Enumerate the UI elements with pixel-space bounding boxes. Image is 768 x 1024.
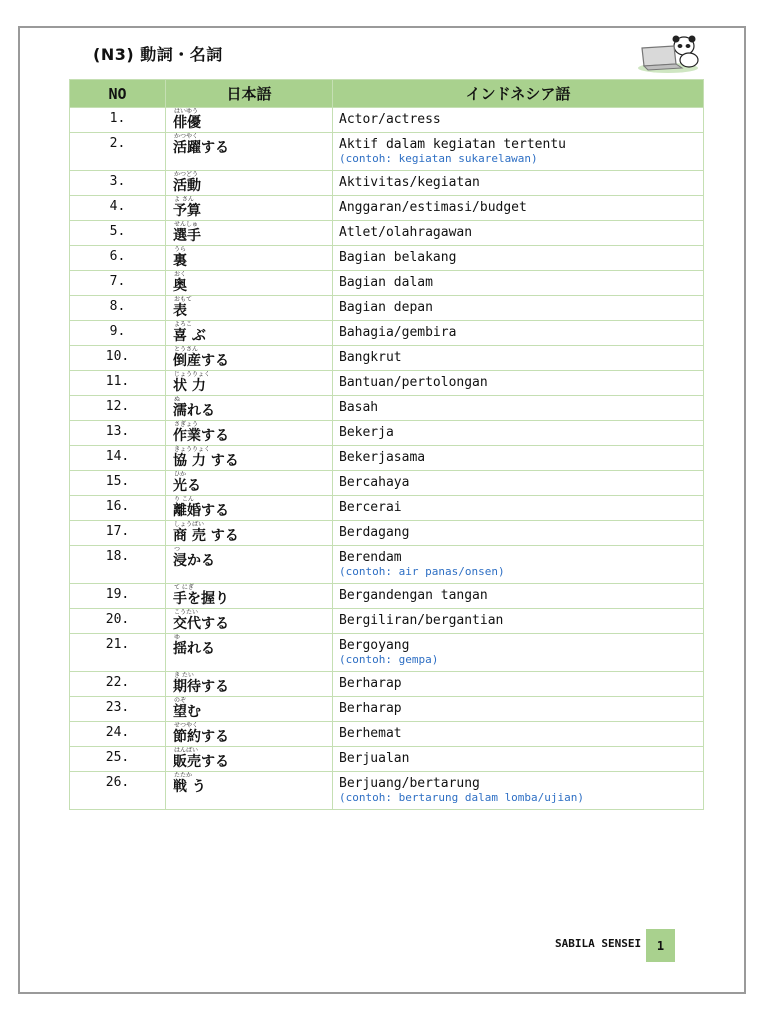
meaning: Berendam: [339, 550, 402, 565]
table-row: [70, 196, 704, 221]
table-row: [70, 772, 704, 810]
japanese-word: 倒産する: [173, 353, 229, 369]
japanese-word: 喜 ぶ: [173, 328, 206, 344]
meaning: Anggaran/estimasi/budget: [339, 200, 527, 215]
page-number-text: 1: [656, 938, 665, 953]
japanese-word: 望む: [173, 704, 201, 720]
table-header-row: [70, 80, 704, 108]
indonesian-cell: [333, 446, 704, 471]
panda-laptop-icon: [634, 34, 704, 74]
row-number-text: 21.: [105, 637, 130, 652]
table-row: [70, 396, 704, 421]
furigana: て にぎ: [174, 584, 194, 591]
example-note: (contoh: bertarung dalam lomba/ujian): [339, 791, 585, 804]
japanese-word: 濡れる: [173, 403, 215, 419]
table-row: [70, 471, 704, 496]
row-number: [70, 634, 166, 672]
indonesian-cell: [333, 133, 704, 171]
indonesian-cell: [333, 296, 704, 321]
row-number: [70, 346, 166, 371]
table-row: [70, 221, 704, 246]
table-row: [70, 421, 704, 446]
japanese-cell: [166, 634, 333, 672]
row-number-text: 22.: [105, 675, 130, 690]
indonesian-cell: [333, 609, 704, 634]
indonesian-cell: [333, 634, 704, 672]
row-number: [70, 421, 166, 446]
row-number: [70, 196, 166, 221]
indonesian-cell: [333, 196, 704, 221]
japanese-cell: [166, 346, 333, 371]
table-row: [70, 584, 704, 609]
indonesian-cell: [333, 321, 704, 346]
furigana: ゆ: [174, 634, 181, 641]
meaning: Bergiliran/bergantian: [339, 613, 504, 628]
row-number: [70, 722, 166, 747]
indonesian-cell: [333, 371, 704, 396]
japanese-word: 予算: [173, 203, 201, 219]
row-number-text: 26.: [105, 775, 130, 790]
meaning: Actor/actress: [339, 112, 441, 127]
table-row: [70, 697, 704, 722]
meaning: Bekerja: [339, 425, 394, 440]
header-indonesian: インドネシア語: [333, 80, 704, 108]
example-note: (contoh: kegiatan sukarelawan): [339, 152, 538, 165]
table-row: [70, 521, 704, 546]
japanese-word: 俳優: [173, 115, 201, 131]
japanese-word: 節約する: [173, 729, 229, 745]
meaning: Aktif dalam kegiatan tertentu: [339, 137, 566, 152]
furigana: せんしゅ: [174, 221, 199, 228]
japanese-cell: [166, 521, 333, 546]
table-row: [70, 446, 704, 471]
furigana: り こん: [174, 496, 194, 503]
furigana: うら: [174, 246, 187, 253]
japanese-cell: [166, 722, 333, 747]
row-number-text: 25.: [105, 750, 130, 765]
japanese-word: 手を握り: [173, 591, 229, 607]
japanese-cell: [166, 747, 333, 772]
page-title: (N3) 動詞・名詞: [93, 45, 223, 64]
indonesian-cell: [333, 584, 704, 609]
table-row: [70, 296, 704, 321]
example-note: (contoh: air panas/onsen): [339, 565, 505, 578]
furigana: こうたい: [174, 609, 199, 616]
indonesian-cell: [333, 672, 704, 697]
row-number-text: 19.: [105, 587, 130, 602]
row-number-text: 11.: [105, 374, 130, 389]
furigana: はいゆう: [174, 108, 199, 115]
meaning: Bercerai: [339, 500, 402, 515]
row-number: [70, 471, 166, 496]
meaning: Berdagang: [339, 525, 410, 540]
row-number: [70, 171, 166, 196]
japanese-word: 期待する: [173, 679, 229, 695]
indonesian-cell: [333, 772, 704, 810]
indonesian-cell: [333, 246, 704, 271]
indonesian-cell: [333, 697, 704, 722]
furigana: きょうりょく: [174, 446, 211, 453]
japanese-cell: [166, 221, 333, 246]
row-number-text: 6.: [109, 249, 126, 264]
meaning: Aktivitas/kegiatan: [339, 175, 480, 190]
japanese-cell: [166, 697, 333, 722]
meaning: Bangkrut: [339, 350, 402, 365]
row-number-text: 24.: [105, 725, 130, 740]
meaning: Bagian depan: [339, 300, 433, 315]
header-japanese: 日本語: [166, 80, 333, 108]
furigana: はんばい: [174, 747, 199, 754]
table-body: [70, 108, 704, 810]
japanese-cell: [166, 772, 333, 810]
row-number: [70, 697, 166, 722]
furigana: せつやく: [174, 722, 199, 729]
meaning: Berharap: [339, 701, 402, 716]
header-no: NO: [70, 80, 166, 108]
japanese-word: 戦 う: [173, 779, 206, 795]
row-number: [70, 296, 166, 321]
row-number: [70, 446, 166, 471]
furigana: たたか: [174, 772, 193, 779]
japanese-cell: [166, 584, 333, 609]
meaning: Berjuang/bertarung: [339, 776, 480, 791]
japanese-word: 表: [173, 303, 187, 319]
table-row: [70, 634, 704, 672]
meaning: Bantuan/pertolongan: [339, 375, 488, 390]
furigana: よろこ: [174, 321, 193, 328]
table-row: [70, 346, 704, 371]
row-number-text: 16.: [105, 499, 130, 514]
furigana: じょうりょく: [174, 371, 211, 378]
japanese-cell: [166, 421, 333, 446]
japanese-cell: [166, 546, 333, 584]
row-number: [70, 371, 166, 396]
furigana: のぞ: [174, 697, 187, 704]
row-number: [70, 221, 166, 246]
japanese-word: 裏: [173, 253, 187, 269]
furigana: よ さん: [174, 196, 194, 203]
table-row: [70, 171, 704, 196]
japanese-word: 活動: [173, 178, 201, 194]
japanese-cell: [166, 296, 333, 321]
row-number-text: 1.: [109, 111, 126, 126]
table-row: [70, 747, 704, 772]
row-number-text: 4.: [109, 199, 126, 214]
table-row: [70, 246, 704, 271]
table-row: [70, 108, 704, 133]
furigana: き たい: [174, 672, 194, 679]
japanese-word: 協 力 する: [173, 453, 239, 469]
indonesian-cell: [333, 171, 704, 196]
vocabulary-table: [69, 79, 704, 810]
indonesian-cell: [333, 221, 704, 246]
furigana: かつやく: [174, 133, 199, 140]
row-number-text: 12.: [105, 399, 130, 414]
row-number: [70, 271, 166, 296]
furigana: しょうばい: [174, 521, 205, 528]
indonesian-cell: [333, 271, 704, 296]
japanese-cell: [166, 321, 333, 346]
furigana: さぎょう: [174, 421, 199, 428]
indonesian-cell: [333, 396, 704, 421]
indonesian-cell: [333, 546, 704, 584]
row-number-text: 15.: [105, 474, 130, 489]
row-number: [70, 747, 166, 772]
japanese-cell: [166, 108, 333, 133]
furigana: おく: [174, 271, 187, 278]
japanese-cell: [166, 371, 333, 396]
row-number: [70, 584, 166, 609]
furigana: ぬ: [174, 396, 181, 403]
japanese-cell: [166, 396, 333, 421]
row-number-text: 9.: [109, 324, 126, 339]
furigana: とうさん: [174, 346, 199, 353]
table-row: [70, 321, 704, 346]
row-number-text: 18.: [105, 549, 130, 564]
japanese-word: 販売する: [173, 754, 229, 770]
row-number: [70, 496, 166, 521]
meaning: Bagian belakang: [339, 250, 457, 265]
japanese-cell: [166, 672, 333, 697]
meaning: Bergandengan tangan: [339, 588, 488, 603]
example-note: (contoh: gempa): [339, 653, 439, 666]
japanese-word: 作業する: [173, 428, 229, 444]
indonesian-cell: [333, 471, 704, 496]
row-number-text: 5.: [109, 224, 126, 239]
row-number: [70, 321, 166, 346]
row-number-text: 8.: [109, 299, 126, 314]
row-number-text: 2.: [109, 136, 126, 151]
row-number-text: 13.: [105, 424, 130, 439]
furigana: おもて: [174, 296, 193, 303]
page-number: [646, 929, 675, 962]
japanese-cell: [166, 246, 333, 271]
row-number: [70, 772, 166, 810]
furigana: つ: [174, 546, 181, 553]
meaning: Basah: [339, 400, 379, 415]
table-row: [70, 371, 704, 396]
table-row: [70, 672, 704, 697]
row-number: [70, 609, 166, 634]
table-row: [70, 609, 704, 634]
meaning: Bercahaya: [339, 475, 410, 490]
japanese-word: 光る: [173, 478, 201, 494]
row-number-text: 14.: [105, 449, 130, 464]
row-number-text: 23.: [105, 700, 130, 715]
row-number-text: 20.: [105, 612, 130, 627]
table-row: [70, 722, 704, 747]
japanese-cell: [166, 271, 333, 296]
indonesian-cell: [333, 722, 704, 747]
row-number: [70, 672, 166, 697]
meaning: Berjualan: [339, 751, 410, 766]
japanese-word: 状 力: [173, 378, 206, 394]
indonesian-cell: [333, 346, 704, 371]
furigana: かつどう: [174, 171, 199, 178]
japanese-word: 選手: [173, 228, 201, 244]
indonesian-cell: [333, 747, 704, 772]
row-number-text: 7.: [109, 274, 126, 289]
japanese-word: 奥: [173, 278, 187, 294]
indonesian-cell: [333, 421, 704, 446]
row-number-text: 10.: [105, 349, 130, 364]
japanese-cell: [166, 171, 333, 196]
meaning: Berharap: [339, 676, 402, 691]
table-row: [70, 496, 704, 521]
meaning: Bergoyang: [339, 638, 410, 653]
japanese-cell: [166, 496, 333, 521]
row-number: [70, 133, 166, 171]
indonesian-cell: [333, 521, 704, 546]
row-number-text: 17.: [105, 524, 130, 539]
japanese-word: 離婚する: [173, 503, 229, 519]
row-number: [70, 521, 166, 546]
japanese-word: 浸かる: [173, 553, 215, 569]
japanese-word: 揺れる: [173, 641, 215, 657]
japanese-cell: [166, 609, 333, 634]
row-number: [70, 546, 166, 584]
japanese-cell: [166, 446, 333, 471]
japanese-word: 商 売 する: [173, 528, 239, 544]
japanese-cell: [166, 471, 333, 496]
indonesian-cell: [333, 108, 704, 133]
furigana: ひか: [174, 471, 187, 478]
row-number: [70, 396, 166, 421]
row-number: [70, 246, 166, 271]
japanese-word: 交代する: [173, 616, 229, 632]
meaning: Bekerjasama: [339, 450, 426, 465]
row-number: [70, 108, 166, 133]
row-number-text: 3.: [109, 174, 126, 189]
table-row: [70, 546, 704, 584]
meaning: Berhemat: [339, 726, 402, 741]
meaning: Bahagia/gembira: [339, 325, 457, 340]
meaning: Atlet/olahragawan: [339, 225, 473, 240]
table-row: [70, 133, 704, 171]
japanese-cell: [166, 133, 333, 171]
japanese-cell: [166, 196, 333, 221]
footer-author: SABILA SENSEI: [555, 937, 642, 950]
table-row: [70, 271, 704, 296]
meaning: Bagian dalam: [339, 275, 433, 290]
japanese-word: 活躍する: [173, 140, 229, 156]
indonesian-cell: [333, 496, 704, 521]
